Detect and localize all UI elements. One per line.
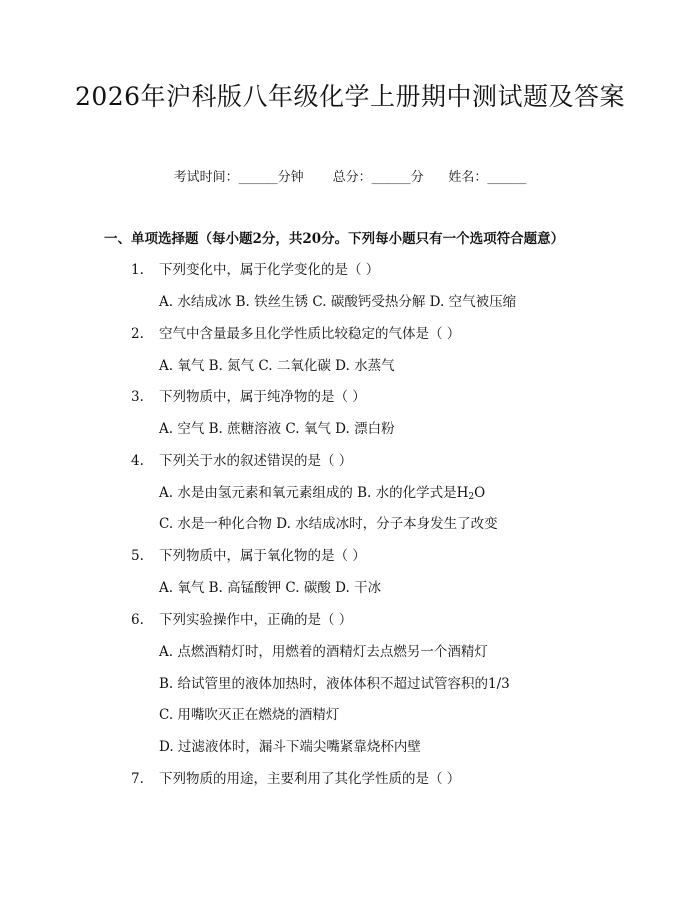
student-name-field: 姓名：______ [448,170,527,185]
question-text: 空气中含量最多且化学性质比较稳定的气体是（ ） [159,326,461,342]
question-text: 下列关于水的叙述错误的是（ ） [159,453,353,469]
option-text: A. 水是由氢元素和氧元素组成的 B. 水的化学式是H [159,485,469,501]
question-options: A. 氧气 B. 高锰酸钾 C. 碳酸 D. 干冰 [159,580,382,596]
section-heading: 一、单项选择题（每小题2分，共20分。下列每小题只有一个选项符合题意） [104,231,565,247]
question-options: A. 空气 B. 蔗糖溶液 C. 氧气 D. 漂白粉 [159,421,395,437]
question-text: 下列物质的用途，主要利用了其化学性质的是（ ） [159,771,461,787]
question-text: 下列实验操作中，正确的是（ ） [159,612,353,628]
question-options: A. 水结成冰 B. 铁丝生锈 C. 碳酸钙受热分解 D. 空气被压缩 [159,294,517,310]
question-options: A. 氧气 B. 氮气 C. 二氧化碳 D. 水蒸气 [159,358,395,374]
question-option-b: B. 给试管里的液体加热时，液体体积不超过试管容积的1/3 [159,676,510,692]
question-option-d: D. 过滤液体时，漏斗下端尖嘴紧靠烧杯内壁 [159,739,421,755]
exam-info-line [0,168,700,188]
document-title: 2026年沪科版八年级化学上册期中测试题及答案 [74,82,626,111]
question-option-c: C. 用嘴吹灭正在燃烧的酒精灯 [159,707,340,723]
question-option-a: A. 点燃酒精灯时，用燃着的酒精灯去点燃另一个酒精灯 [159,644,488,660]
question-number: 3. [131,389,144,405]
question-number: 7. [131,771,144,787]
question-text: 下列变化中，属于化学变化的是（ ） [159,262,380,278]
question-options: C. 水是一种化合物 D. 水结成冰时，分子本身发生了改变 [159,516,498,532]
question-number: 5. [131,548,144,564]
question-number: 4. [131,453,144,469]
exam-time-field: 考试时间：______分钟 [173,170,304,185]
question-options [159,483,485,503]
formula-subscript: 2 [468,492,475,502]
question-text: 下列物质中，属于氧化物的是（ ） [159,548,366,564]
question-number: 6. [131,612,144,628]
question-text: 下列物质中，属于纯净物的是（ ） [159,389,366,405]
total-score-field: 总分：______分 [332,170,424,185]
question-number: 1. [131,262,144,278]
question-number: 2. [131,326,144,342]
formula-tail: O [474,485,486,501]
